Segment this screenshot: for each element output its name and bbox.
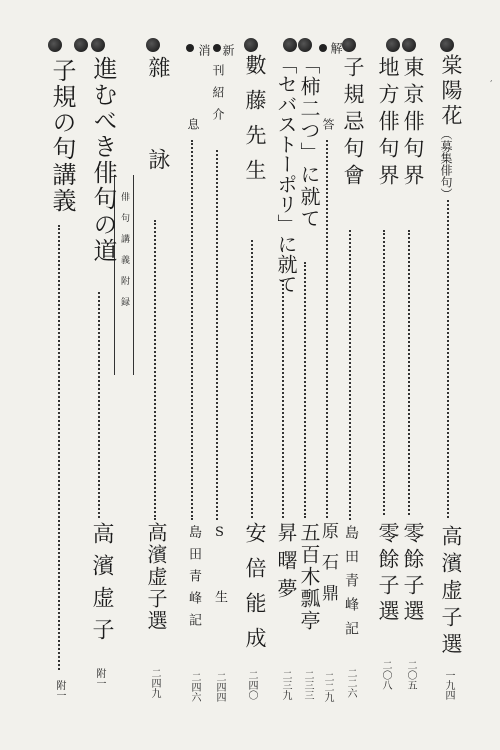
entry-page: 附一 xyxy=(94,668,105,688)
entry-title: 進むべき俳句の道 xyxy=(89,56,117,264)
bullet-icon xyxy=(186,44,194,52)
leader-dots xyxy=(326,140,328,518)
entry-author: 安倍能成 xyxy=(243,522,267,662)
entry-author: 島田青峰記 xyxy=(186,525,201,635)
entry-author: 五百木瓢亭 xyxy=(297,522,321,632)
entry-page: 一九四 xyxy=(443,670,454,700)
entry-author: 高濱虚子選 xyxy=(439,525,463,660)
leader-dots xyxy=(216,150,218,520)
entry-page: 附一 xyxy=(54,680,65,700)
leader-dots xyxy=(191,140,193,520)
leader-dots xyxy=(447,200,449,518)
leader-dots xyxy=(383,230,385,515)
leader-dots xyxy=(98,292,100,518)
bullet-icon xyxy=(146,38,160,52)
bullet-icon xyxy=(283,38,297,52)
bullet-icon xyxy=(48,38,62,52)
bullet-icon xyxy=(74,38,88,52)
entry-page: 二四〇 xyxy=(246,670,257,700)
entry-title: 息 xyxy=(186,118,200,130)
entry-author: S生 xyxy=(212,525,227,653)
entry-title: 棠陽花 xyxy=(439,54,463,129)
entry-title: 「柿二つ」に就て xyxy=(297,54,321,230)
entry-page: 二三九 xyxy=(280,670,291,700)
entry-page: 二二六 xyxy=(345,668,356,698)
bullet-icon xyxy=(298,38,312,52)
entry-page: 二〇八 xyxy=(380,660,391,690)
entry-author: 昇曙夢 xyxy=(274,522,298,606)
bullet-icon xyxy=(402,38,416,52)
entry-marker: 消 xyxy=(197,44,211,56)
leader-dots xyxy=(58,225,60,670)
entry-title: 子規忌句會 xyxy=(341,56,365,191)
bullet-icon xyxy=(244,38,258,52)
leader-dots xyxy=(282,280,284,518)
appendix-note: 俳句講義附録 xyxy=(119,192,129,318)
bullet-icon xyxy=(440,38,454,52)
entry-author: 零餘子選 xyxy=(401,522,425,626)
entry-marker: 解 xyxy=(329,42,343,54)
entry-author: 高濱虚子 xyxy=(89,522,114,650)
entry-page: 二二九 xyxy=(322,672,333,702)
entry-paren: （募集俳句） xyxy=(439,128,453,200)
entry-title: 子規の句講義 xyxy=(48,58,76,214)
entry-title: 東京俳句界 xyxy=(401,56,425,191)
leader-dots xyxy=(304,262,306,518)
leader-dots xyxy=(154,220,156,520)
leader-dots xyxy=(349,230,351,520)
entry-page: 二四九 xyxy=(149,668,160,698)
leader-dots xyxy=(408,230,410,515)
leader-dots xyxy=(251,240,253,518)
entry-title: 答 xyxy=(321,118,335,130)
entry-page: 二三三 xyxy=(302,670,313,700)
entry-author: 高濱虚子選 xyxy=(144,522,168,632)
entry-author: 島田青峰記 xyxy=(343,525,359,645)
entry-page: 二四六 xyxy=(189,672,200,702)
entry-title: 刊紹介 xyxy=(211,64,225,130)
entry-page: 二〇五 xyxy=(405,660,416,690)
entry-title: 地方俳句界 xyxy=(376,56,400,191)
entry-author: 原石鼎 xyxy=(318,522,338,615)
bullet-icon xyxy=(91,38,105,52)
entry-title: 雜詠 xyxy=(145,56,170,240)
margin-mark: , xyxy=(490,74,493,83)
entry-author: 零餘子選 xyxy=(376,522,400,626)
entry-page: 二四四 xyxy=(214,672,225,702)
bullet-icon xyxy=(319,44,327,52)
entry-title: 「セバストーポリ」に就て xyxy=(274,54,298,294)
bullet-icon xyxy=(386,38,400,52)
entry-marker: 新 xyxy=(221,44,235,56)
entry-title: 數藤先生 xyxy=(243,54,267,194)
